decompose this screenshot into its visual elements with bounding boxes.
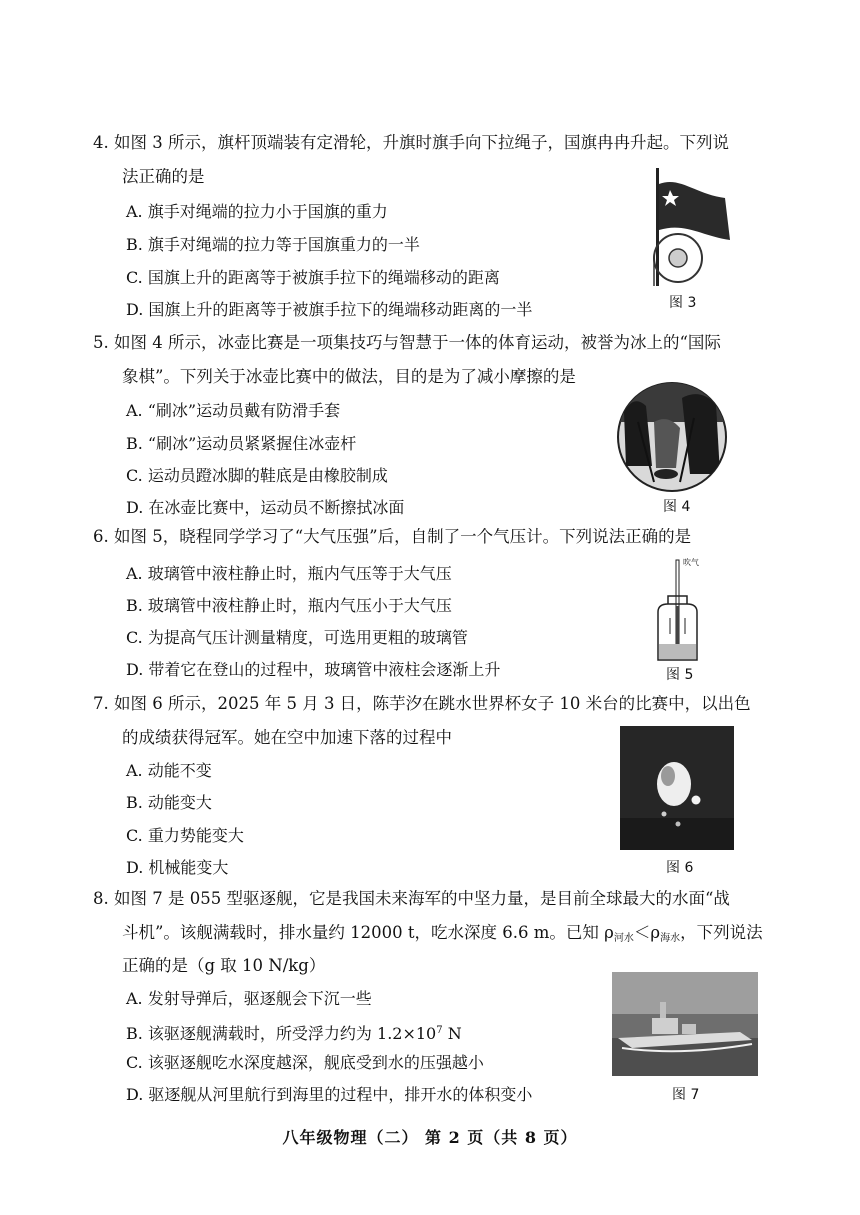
q5-option-c: C. 运动员蹬冰脚的鞋底是由橡胶制成 [126, 466, 388, 485]
q6-option-c: C. 为提高气压计测量精度，可选用更粗的玻璃管 [126, 628, 468, 647]
q5-figure-caption: 图 4 [663, 499, 691, 515]
q7-option-c: C. 重力势能变大 [126, 826, 244, 845]
q7-option-a: A. 动能不变 [126, 761, 212, 780]
q8-stem-line2-part1: 斗机”。该舰满载时，排水量约 12000 t，吃水深度 6.6 m。已知 ρ [122, 923, 614, 942]
q8-sea-water-subscript: 海水 [660, 933, 681, 944]
q4-option-c: C. 国旗上升的距离等于被旗手拉下的绳端移动的距离 [126, 268, 500, 287]
curling-photo [614, 382, 730, 492]
q4-option-d: D. 国旗上升的距离等于被旗手拉下的绳端移动距离的一半 [126, 300, 533, 319]
q5-option-d: D. 在冰壶比赛中，运动员不断擦拭冰面 [126, 498, 405, 517]
q8-stem-line1: 8. 如图 7 是 055 型驱逐舰，它是我国未来海军的中坚力量，是目前全球最大的水面“战 [93, 889, 730, 908]
q4-figure-caption: 图 3 [669, 295, 697, 311]
q5-option-a: A. “刷冰”运动员戴有防滑手套 [126, 401, 341, 420]
flag-pulley-figure [640, 168, 740, 286]
q8-figure-caption: 图 7 [672, 1087, 700, 1103]
q8-river-water-subscript: 河水 [613, 933, 634, 944]
q6-figure-label: 吹气 [683, 558, 699, 567]
q8-less-than: ＜ρ [633, 923, 661, 942]
q8-option-a: A. 发射导弹后，驱逐舰会下沉一些 [126, 989, 372, 1008]
page-footer: 八年级物理（二） 第 2 页（共 8 页） [282, 1128, 578, 1147]
q6-stem-line1: 6. 如图 5，晓程同学学习了“大气压强”后，自制了一个气压计。下列说法正确的是 [93, 527, 692, 546]
q7-stem-line1: 7. 如图 6 所示，2025 年 5 月 3 日，陈芋汐在跳水世界杯女子 10 米台的比赛中，以出色 [93, 694, 751, 713]
barometer-figure [650, 556, 710, 668]
q7-option-b: B. 动能变大 [126, 793, 212, 812]
q5-stem-line1: 5. 如图 4 所示，冰壶比赛是一项集技巧与智慧于一体的体育运动，被誉为冰上的“国际 [93, 333, 721, 352]
q6-option-b: B. 玻璃管中液柱静止时，瓶内气压小于大气压 [126, 596, 452, 615]
q7-figure-caption: 图 6 [666, 860, 694, 876]
q5-stem-line2: 象棋”。下列关于冰壶比赛中的做法，目的是为了减小摩擦的是 [122, 367, 576, 386]
q4-stem-line2: 法正确的是 [122, 167, 205, 186]
q7-stem-line2: 的成绩获得冠军。她在空中加速下落的过程中 [122, 728, 452, 747]
q8-option-c: C. 该驱逐舰吃水深度越深，舰底受到水的压强越小 [126, 1053, 484, 1072]
q4-stem-line1: 4. 如图 3 所示，旗杆顶端装有定滑轮，升旗时旗手向下拉绳子，国旗冉冉升起。下列说 [93, 133, 729, 152]
q8-stem-line2-part2: ，下列说法 [680, 923, 763, 942]
q8-stem-line3: 正确的是（g 取 10 N/kg） [122, 956, 326, 975]
q8-option-d: D. 驱逐舰从河里航行到海里的过程中，排开水的体积变小 [126, 1085, 533, 1104]
q7-option-d: D. 机械能变大 [126, 858, 229, 877]
destroyer-photo [612, 972, 758, 1076]
q6-figure-caption: 图 5 [666, 667, 694, 683]
q8-option-b [126, 1020, 462, 1045]
q8-option-b-unit: N [442, 1024, 462, 1043]
diver-photo [620, 726, 734, 850]
q8-option-b-exponent: 7 [436, 1025, 443, 1036]
q8-stem-line2 [122, 922, 763, 950]
q6-option-a: A. 玻璃管中液柱静止时，瓶内气压等于大气压 [126, 564, 452, 583]
q8-option-b-text: B. 该驱逐舰满载时，所受浮力约为 1.2×10 [126, 1024, 437, 1043]
q5-option-b: B. “刷冰”运动员紧紧握住冰壶杆 [126, 434, 357, 453]
q4-option-a: A. 旗手对绳端的拉力小于国旗的重力 [126, 202, 388, 221]
q6-option-d: D. 带着它在登山的过程中，玻璃管中液柱会逐渐上升 [126, 660, 501, 679]
q4-option-b: B. 旗手对绳端的拉力等于国旗重力的一半 [126, 235, 420, 254]
